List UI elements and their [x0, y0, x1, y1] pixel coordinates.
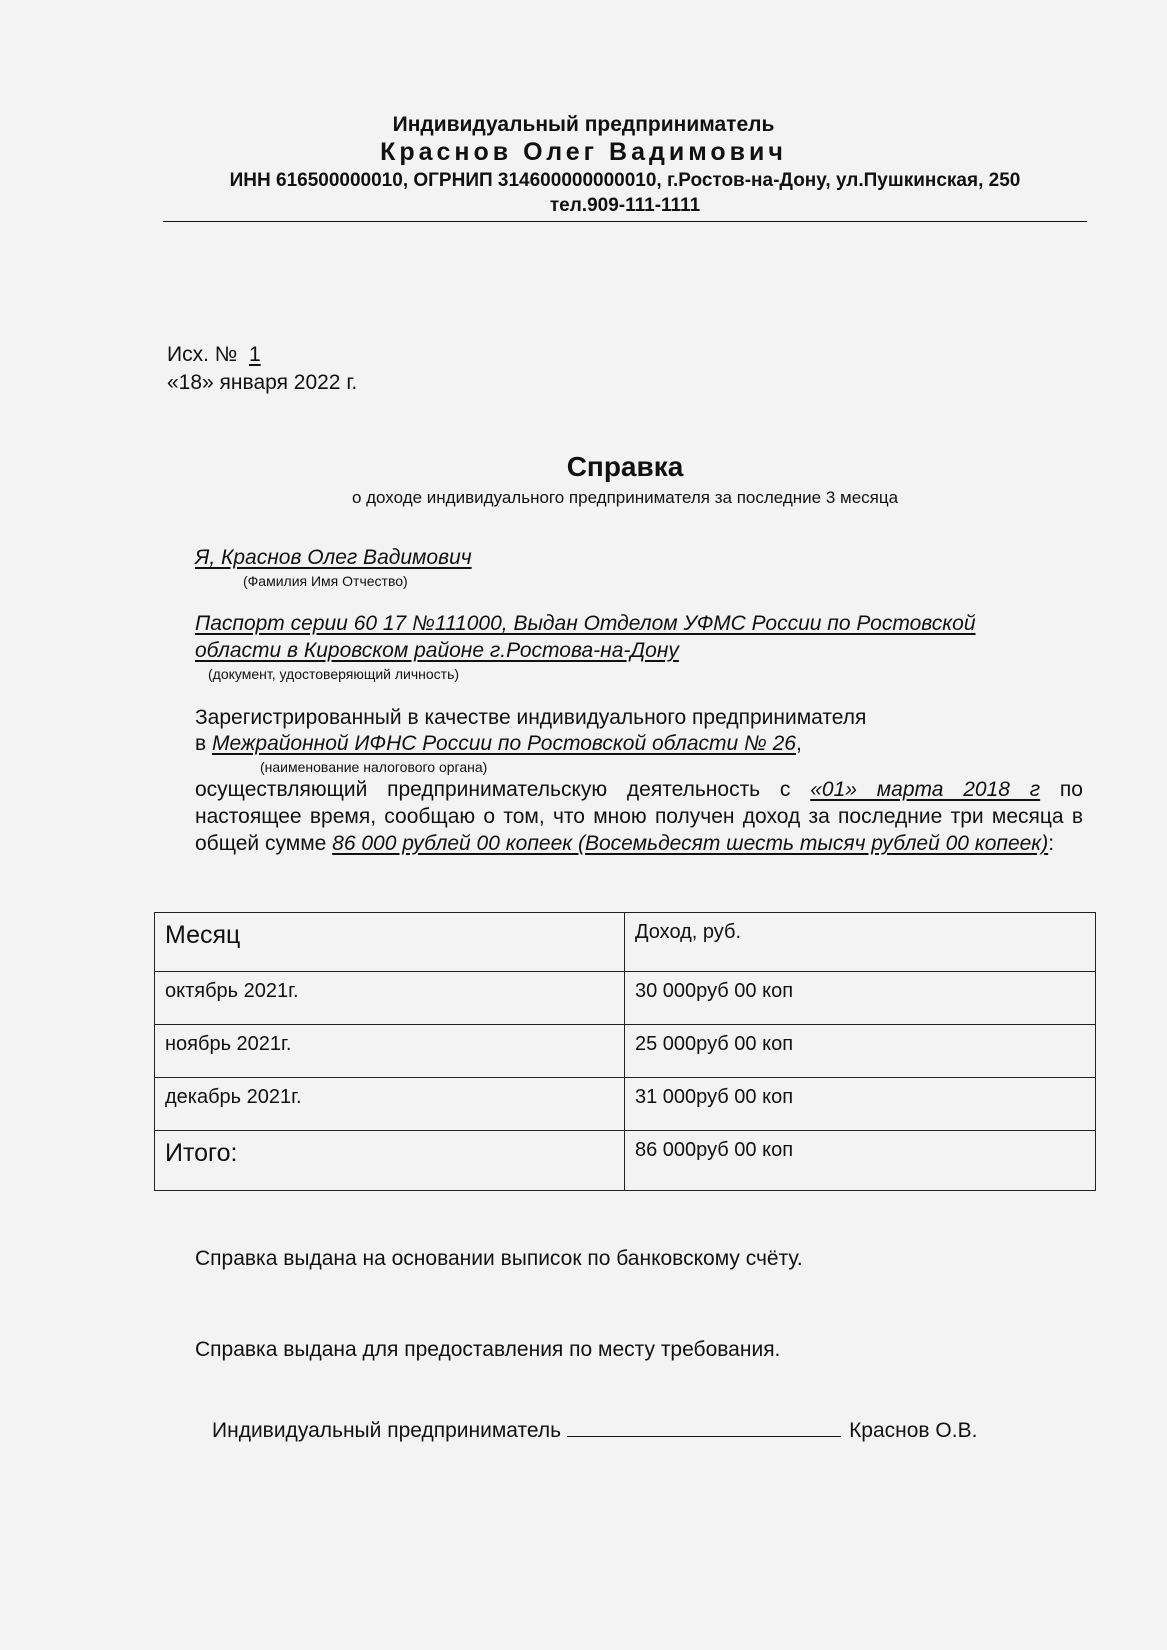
- table-row: [155, 972, 1096, 1025]
- tax-authority: Межрайонной ИФНС России по Ростовской области № 26: [212, 732, 796, 755]
- doc-title: Справка: [566, 451, 684, 482]
- table-total-row: [155, 1131, 1096, 1191]
- header-name: Краснов Олег Вадимович: [380, 138, 787, 166]
- table-cell-month: ноябрь 2021г.: [155, 1025, 625, 1078]
- body-text-3: :: [1048, 832, 1055, 855]
- passport-line-2: области в Кировском районе г.Ростова-на-Дону: [195, 639, 679, 662]
- signer-title: Индивидуальный предприниматель: [212, 1419, 562, 1442]
- registration-line-2: [195, 732, 802, 756]
- income-sum: 86 000 рублей 00 копеек (Восемьдесят шесть тысяч рублей 00 копеек): [332, 832, 1049, 855]
- passport-line-1: Паспорт серии 60 17 №111000, Выдан Отделом УФМС России по Ростовской: [195, 612, 976, 635]
- doc-subtitle: о доходе индивидуального предпринимателя за последние 3 месяца: [351, 488, 899, 507]
- income-table: [154, 912, 1096, 1191]
- signature-block: [212, 1416, 977, 1443]
- ref-number: 1: [248, 343, 261, 366]
- ref-number-line: [167, 343, 261, 367]
- ref-label: Исх. №: [167, 343, 238, 366]
- person-name: Я, Краснов Олег Вадимович: [195, 546, 472, 569]
- header-title: Индивидуальный предприниматель: [392, 113, 775, 136]
- ref-date: «18» января 2022 г.: [167, 371, 358, 394]
- body-text-2: по настоящее время, сообщаю о том, что мною получен доход за последние три месяца в общей сумме: [195, 778, 1083, 855]
- activity-start-date: «01» марта 2018 г: [810, 778, 1041, 801]
- authority-hint: (наименование налогового органа): [260, 759, 488, 775]
- table-total-label: Итого:: [155, 1131, 625, 1191]
- header-phone: тел.909-111-1111: [549, 195, 701, 216]
- registration-suffix: ,: [796, 732, 802, 755]
- signature-line: [567, 1416, 841, 1437]
- registration-line-1: Зарегистрированный в качестве индивидуального предпринимателя: [195, 706, 867, 729]
- basis-statement: Справка выдана на основании выписок по банковскому счёту.: [195, 1247, 803, 1270]
- table-header-month: Месяц: [155, 913, 625, 972]
- table-cell-income: 25 000руб 00 коп: [625, 1025, 1096, 1078]
- header-divider: [163, 221, 1087, 222]
- body-text-1: осуществляющий предпринимательскую деятельность с: [195, 778, 811, 801]
- registration-prefix: в: [195, 732, 212, 755]
- table-row: [155, 1078, 1096, 1131]
- header-ids: ИНН 616500000010, ОГРНИП 314600000000010, г.Ростов-на-Дону, ул.Пушкинская, 250: [229, 170, 1021, 191]
- table-cell-month: октябрь 2021г.: [155, 972, 625, 1025]
- table-cell-income: 31 000руб 00 коп: [625, 1078, 1096, 1131]
- table-header-row: [155, 913, 1096, 972]
- person-hint: (Фамилия Имя Отчество): [243, 573, 408, 589]
- passport-hint: (документ, удостоверяющий личность): [208, 666, 460, 682]
- body-paragraph: [195, 776, 1083, 857]
- purpose-statement: Справка выдана для предоставления по месту требования.: [195, 1338, 781, 1361]
- table-cell-income: 30 000руб 00 коп: [625, 972, 1096, 1025]
- table-cell-month: декабрь 2021г.: [155, 1078, 625, 1131]
- table-total-value: 86 000руб 00 коп: [625, 1131, 1096, 1191]
- table-header-income: Доход, руб.: [625, 913, 1096, 972]
- table-row: [155, 1025, 1096, 1078]
- signer-name: Краснов О.В.: [849, 1419, 978, 1442]
